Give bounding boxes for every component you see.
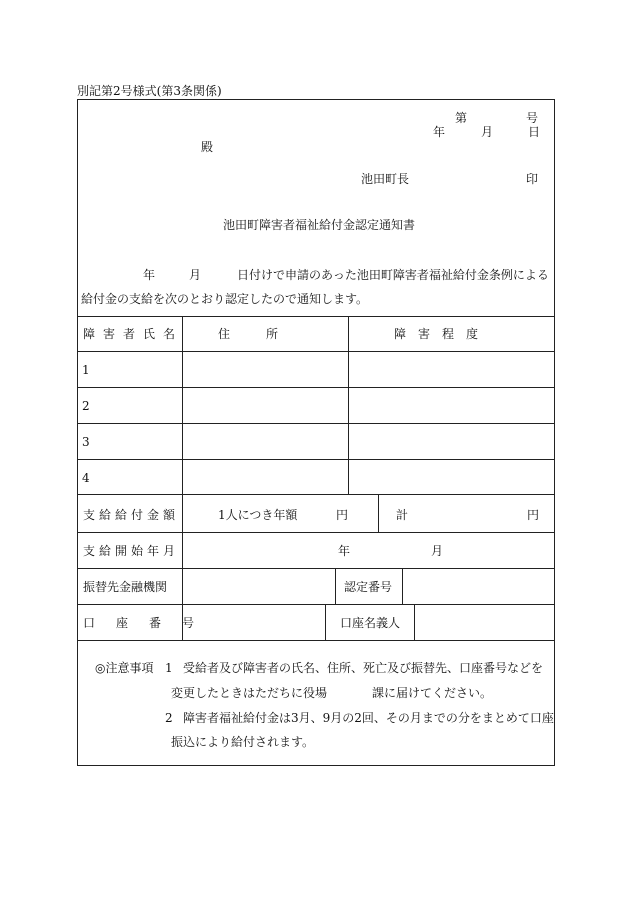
table-line <box>77 423 555 424</box>
note-2-line2: 振込により給付されます。 <box>171 735 315 749</box>
table-vline <box>414 604 415 640</box>
start-label: 支給開始年月 <box>83 544 180 558</box>
document-title: 池田町障害者福祉給付金認定通知書 <box>223 218 416 232</box>
date-month: 月 <box>481 125 494 139</box>
table-vline <box>335 568 336 604</box>
table-vline <box>402 568 403 604</box>
account-label: 口座番号 <box>83 616 216 630</box>
amount-label: 支給給付金額 <box>83 508 180 522</box>
col-header-degree: 障 害 程 度 <box>394 327 479 341</box>
intro-line2: 給付金の支給を次のとおり認定したので通知します。 <box>81 292 369 306</box>
table-line <box>77 459 555 460</box>
table-vline <box>325 604 326 640</box>
number-go: 号 <box>526 111 539 125</box>
date-year: 年 <box>433 125 446 139</box>
bank-label: 振替先金融機関 <box>83 580 168 594</box>
note-1-number: 1 <box>165 661 173 675</box>
table-vline <box>348 316 349 494</box>
start-month: 月 <box>431 544 444 558</box>
col-header-address: 住 所 <box>218 327 279 341</box>
col-header-name: 障害者氏名 <box>83 327 184 341</box>
account-name-label: 口座名義人 <box>340 616 401 630</box>
table-line <box>77 640 555 641</box>
table-vline <box>182 316 183 640</box>
form-label: 別記第2号様式(第3条関係) <box>77 84 222 98</box>
intro-month: 月 <box>189 268 202 282</box>
intro-line1: 日付けで申請のあった池田町障害者福祉給付金条例による <box>237 268 549 282</box>
table-line <box>77 351 555 352</box>
table-line <box>77 532 555 533</box>
note-1-line2a: 変更したときはただちに役場 <box>171 686 328 700</box>
per-person-label: 1人につき年額 <box>218 508 298 522</box>
notes-heading: ◎注意事項 <box>95 661 154 675</box>
start-year: 年 <box>338 544 351 558</box>
table-line <box>77 316 555 317</box>
row-number: 4 <box>82 471 90 485</box>
intro-year: 年 <box>143 268 156 282</box>
cert-number-label: 認定番号 <box>344 580 393 594</box>
issuer-name: 池田町長 <box>361 172 410 186</box>
total-label: 計 <box>396 508 409 522</box>
row-number: 1 <box>82 363 90 377</box>
note-2-line1: 障害者福祉給付金は3月、9月の2回、その月までの分をまとめて口座 <box>183 711 554 725</box>
yen-unit: 円 <box>336 508 349 522</box>
issuer-seal: 印 <box>526 172 539 186</box>
addressee-tono: 殿 <box>201 140 214 154</box>
table-line <box>77 494 555 495</box>
table-line <box>77 387 555 388</box>
note-1-line1: 受給者及び障害者の氏名、住所、死亡及び振替先、口座番号などを <box>183 661 544 675</box>
note-1-line2b: 課に届けてください。 <box>372 686 493 700</box>
table-line <box>77 604 555 605</box>
row-number: 2 <box>82 399 90 413</box>
date-day: 日 <box>528 125 541 139</box>
note-2-number: 2 <box>165 711 173 725</box>
table-line <box>77 568 555 569</box>
yen-unit-total: 円 <box>527 508 540 522</box>
table-vline <box>378 494 379 532</box>
number-dai: 第 <box>455 111 468 125</box>
row-number: 3 <box>82 435 90 449</box>
